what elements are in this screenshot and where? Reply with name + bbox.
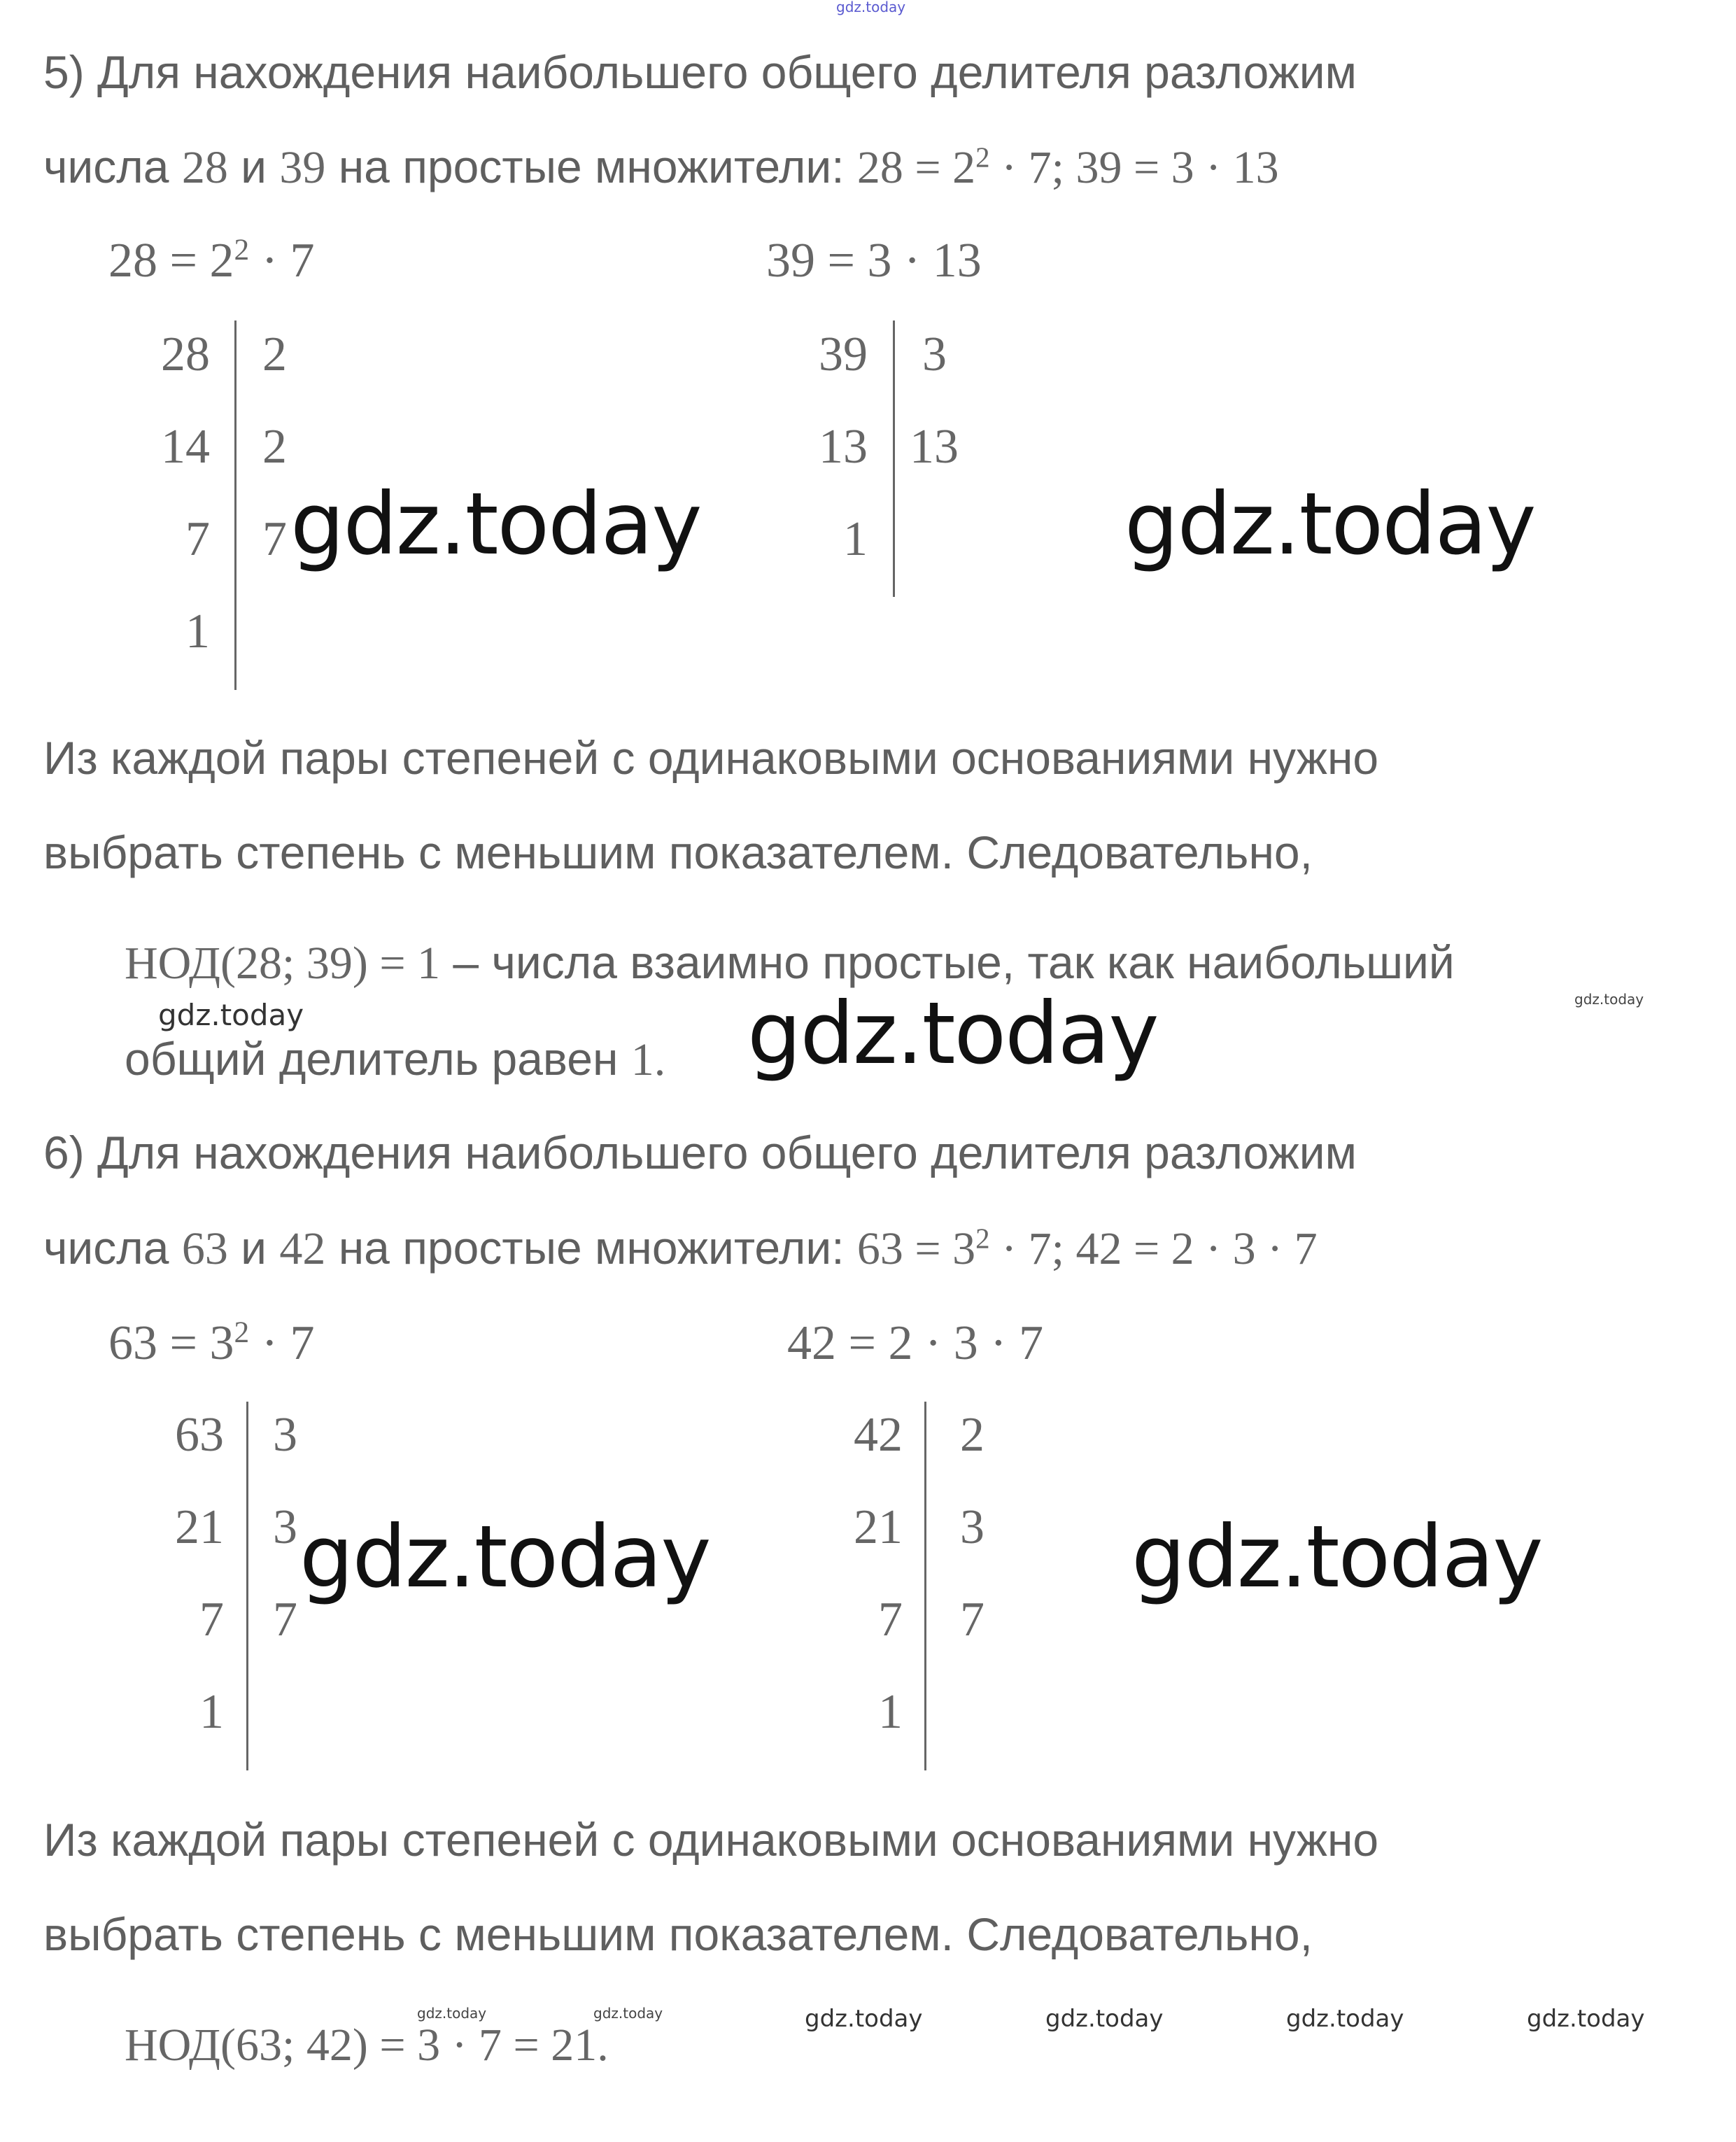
- table-right-cell: 7: [262, 512, 287, 566]
- p5-factorization-a: $28 = 2^2 \cdot 7$: [108, 233, 315, 288]
- p6-factorization-a: $63 = 3^2 \cdot 7$: [108, 1316, 315, 1370]
- table-left-cell: 7: [199, 1593, 224, 1647]
- p6-eq-inline: $63 = 3^2 \cdot 7$; 42 = 2 · 3 · 7: [856, 1223, 1318, 1274]
- table-divider: [234, 320, 237, 690]
- table-right-cell: 3: [273, 1408, 297, 1462]
- table-right-cell: 7: [273, 1593, 297, 1647]
- watermark: gdz.today: [417, 2005, 487, 2022]
- p5-eq-inline: $28 = 2^2 \cdot 7$; 39 = 3 · 13: [856, 141, 1279, 193]
- watermark: gdz.today: [1527, 2005, 1645, 2033]
- table-left-cell: 21: [175, 1500, 224, 1554]
- watermark: gdz.today: [1286, 2005, 1404, 2033]
- table-right-cell: 3: [273, 1500, 297, 1554]
- table-left-cell: 14: [161, 420, 210, 474]
- watermark: gdz.today: [1131, 1507, 1542, 1607]
- table-left-cell: 1: [185, 605, 210, 658]
- p5-intro-line1: 5) Для нахождения наибольшего общего делителя разложим: [43, 46, 1357, 98]
- watermark: gdz.today: [805, 2005, 923, 2033]
- table-left-cell: 42: [854, 1408, 903, 1462]
- table-right-cell: 13: [910, 420, 959, 474]
- watermark: gdz.today: [290, 474, 701, 574]
- table-left-cell: 13: [819, 420, 868, 474]
- watermark: gdz.today: [299, 1507, 710, 1607]
- table-right-cell: 2: [262, 327, 287, 381]
- p6-intro-line2: числа 63 и 42 на простые множители: $63 = 3^2 \cdot 7$; 42 = 2 · 3 · 7: [43, 1222, 1318, 1274]
- table-left-cell: 1: [843, 512, 868, 566]
- watermark: gdz.today: [593, 2005, 663, 2022]
- table-divider: [924, 1402, 926, 1770]
- table-right-cell: 3: [922, 327, 947, 381]
- table-left-cell: 39: [819, 327, 868, 381]
- watermark: gdz.today: [158, 998, 304, 1032]
- table-left-cell: 1: [878, 1685, 903, 1739]
- table-divider: [246, 1402, 248, 1770]
- p6-gcd-line: НОД(63; 42) = 3 · 7 = 21.: [125, 2020, 609, 2071]
- table-left-cell: 7: [185, 512, 210, 566]
- p6-rule-line2: выбрать степень с меньшим показателем. Следовательно,: [43, 1908, 1313, 1960]
- table-right-cell: 7: [960, 1593, 985, 1647]
- watermark-top: gdz.today: [836, 0, 906, 15]
- table-divider: [893, 320, 895, 597]
- p5-intro-line2: числа 28 и 39 на простые множители: $28 = 2^2 \cdot 7$; 39 = 3 · 13: [43, 141, 1279, 193]
- table-left-cell: 7: [878, 1593, 903, 1647]
- p5-factorization-b: 39 = 3 · 13: [766, 234, 982, 288]
- watermark: gdz.today: [1045, 2005, 1164, 2033]
- table-left-cell: 1: [199, 1685, 224, 1739]
- watermark: gdz.today: [1124, 474, 1535, 574]
- p5-gcd-line2: общий делитель равен 1.: [125, 1033, 666, 1085]
- table-left-cell: 21: [854, 1500, 903, 1554]
- p5-rule-line1: Из каждой пары степеней с одинаковыми основаниями нужно: [43, 732, 1379, 784]
- table-right-cell: 2: [262, 420, 287, 474]
- p6-factorization-b: 42 = 2 · 3 · 7: [787, 1316, 1044, 1370]
- p6-intro-line1: 6) Для нахождения наибольшего общего делителя разложим: [43, 1127, 1357, 1178]
- p6-rule-line1: Из каждой пары степеней с одинаковыми основаниями нужно: [43, 1814, 1379, 1866]
- p5-rule-line2: выбрать степень с меньшим показателем. Следовательно,: [43, 826, 1313, 878]
- p5-gcd-line1: НОД(28; 39) = 1 – числа взаимно простые, так как наибольший: [125, 936, 1455, 989]
- watermark: gdz.today: [747, 984, 1158, 1083]
- table-left-cell: 63: [175, 1408, 224, 1462]
- table-right-cell: 2: [960, 1408, 985, 1462]
- table-right-cell: 3: [960, 1500, 985, 1554]
- table-left-cell: 28: [161, 327, 210, 381]
- watermark: gdz.today: [1574, 991, 1644, 1008]
